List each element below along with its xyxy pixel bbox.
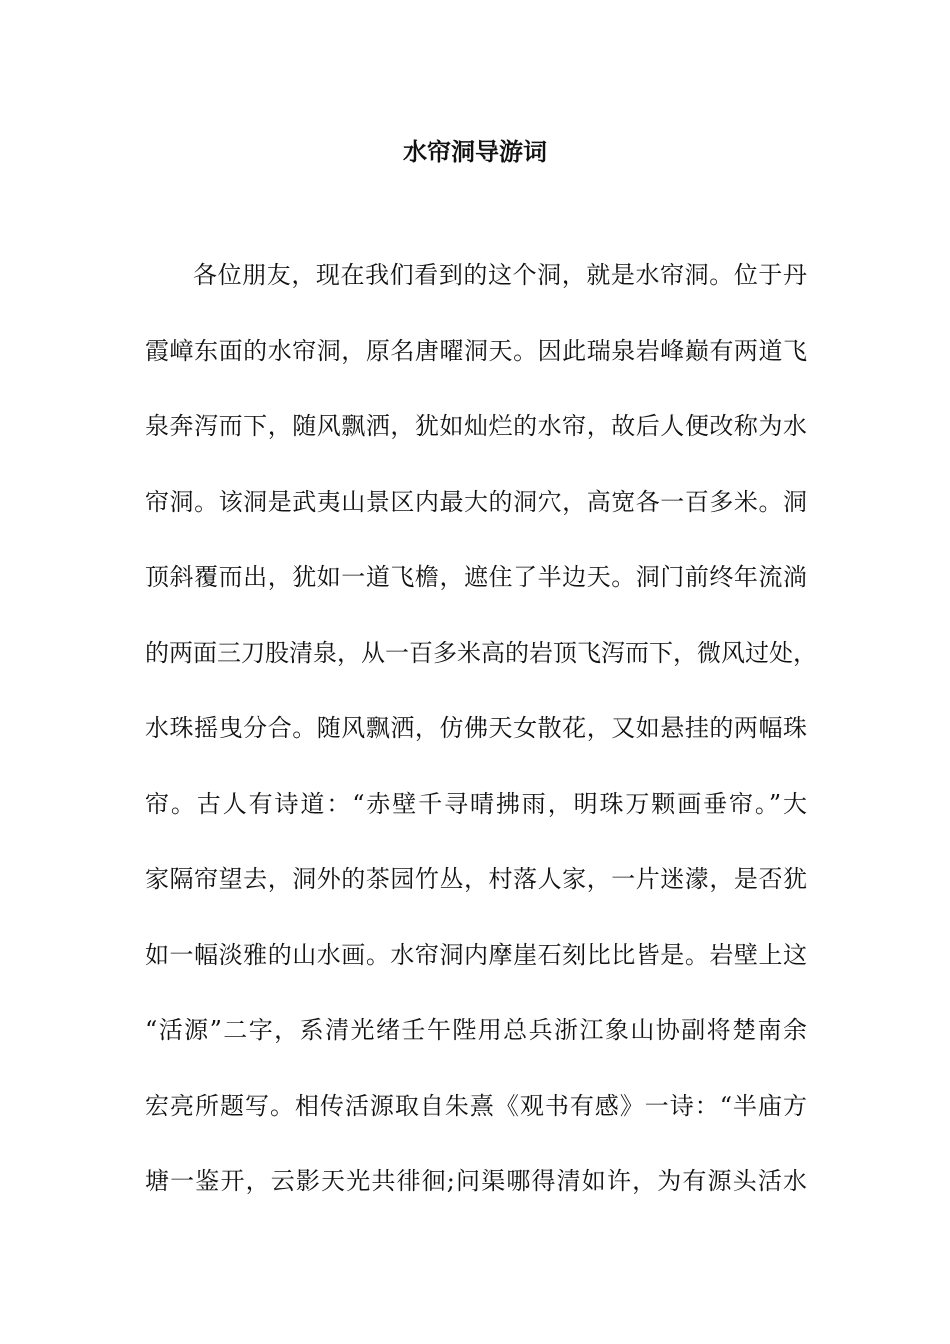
text-line-content: 的两面三刀股清泉，从一百多米高的岩顶飞泻而下，微风过处， <box>145 638 817 667</box>
text-line <box>0 257 950 333</box>
body-paragraph <box>0 257 950 1239</box>
text-line-content: “活源”二字，系清光绪壬午陛用总兵浙江象山协副将楚南余 <box>145 1016 807 1044</box>
text-line-content: 顶斜覆而出，犹如一道飞檐，遮住了半边天。洞门前终年流淌 <box>145 563 807 591</box>
text-line-content: 帘洞。该洞是武夷山景区内最大的洞穴，高宽各一百多米。洞 <box>145 487 807 516</box>
text-line <box>0 786 950 862</box>
text-line-content: 各位朋友，现在我们看到的这个洞，就是水帘洞。位于丹 <box>193 261 807 289</box>
text-line <box>0 937 950 1013</box>
text-line <box>0 408 950 484</box>
document-title: 水帘洞导游词 <box>403 137 547 166</box>
text-line-content: 帘。古人有诗道：“赤壁千寻晴拂雨，明珠万颗画垂帘。”大 <box>145 789 807 818</box>
text-line <box>0 635 950 711</box>
text-line <box>0 1088 950 1164</box>
text-line-content: 霞嶂东面的水帘洞，原名唐曜洞天。因此瑞泉岩峰巅有两道飞 <box>145 336 807 365</box>
text-line-content: 如一幅淡雅的山水画。水帘洞内摩崖石刻比比皆是。岩壁上这 <box>145 940 807 969</box>
text-line <box>0 710 950 786</box>
text-line <box>0 1163 950 1239</box>
text-line <box>0 484 950 560</box>
text-line <box>0 333 950 409</box>
text-line-content: 家隔帘望去，洞外的茶园竹丛，村落人家，一片迷濛，是否犹 <box>145 865 807 893</box>
text-line <box>0 559 950 635</box>
text-line-content: 泉奔泻而下，随风飘洒，犹如灿烂的水帘，故后人便改称为水 <box>145 412 807 440</box>
text-line-content: 水珠摇曳分合。随风飘洒，仿佛天女散花，又如悬挂的两幅珠 <box>145 714 807 742</box>
text-line-content: 宏亮所题写。相传活源取自朱熹《观书有感》一诗：“半庙方 <box>145 1091 807 1120</box>
text-line-content: 塘一鉴开，云影天光共徘徊;问渠哪得清如许，为有源头活水 <box>145 1167 807 1195</box>
text-line <box>0 1012 950 1088</box>
text-line <box>0 861 950 937</box>
